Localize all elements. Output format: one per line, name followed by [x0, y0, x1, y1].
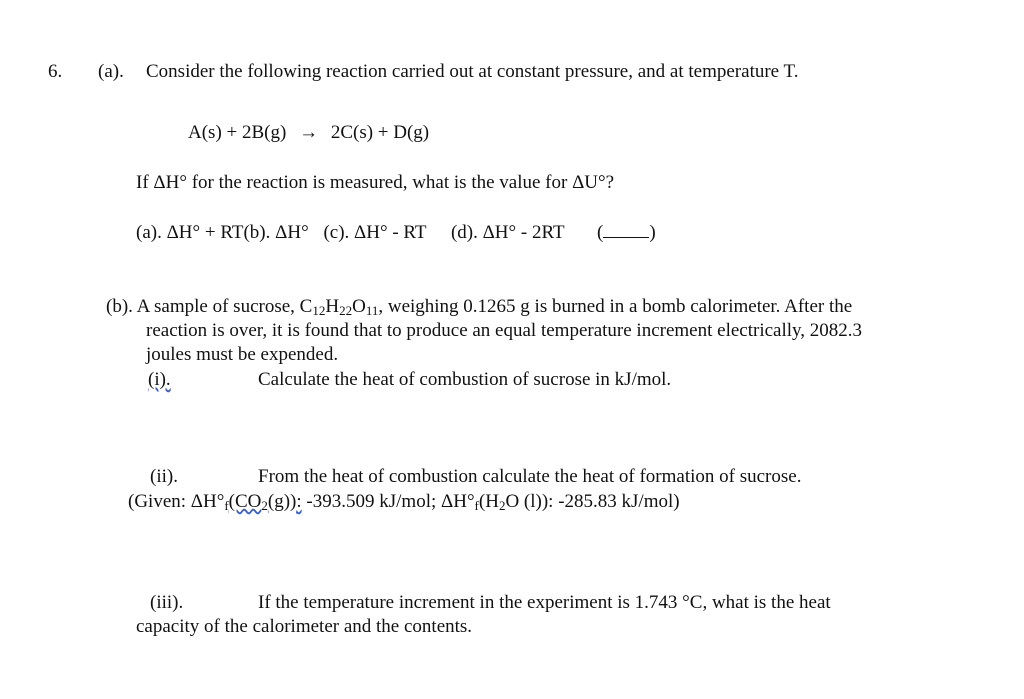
sub-i-text: Calculate the heat of combustion of sucrose in kJ/mol. [258, 369, 672, 390]
part-b-line1 [106, 296, 852, 318]
sub-ii-given [128, 491, 680, 513]
answer-line [603, 223, 649, 238]
given-co2-post: (g)) [267, 491, 297, 512]
sub-i-label-text: (i). [148, 369, 171, 390]
part-b-line2: reaction is over, it is found that to produce an equal temperature increment electrically, 2082.3 [146, 320, 863, 341]
answer-open-paren: ( [597, 222, 604, 243]
given-h2o-post: O (l)): -285.83 kJ/mol) [505, 491, 680, 512]
formula-o: O [352, 296, 366, 317]
answer-close-paren: ) [649, 222, 656, 243]
given-mid: -393.509 kJ/mol; ΔH° [301, 491, 475, 512]
given-pre: (Given: ΔH° [128, 491, 225, 512]
sub-iii-text1: If the temperature increment in the experiment is 1.743 °C, what is the heat [258, 592, 831, 613]
part-a-label: (a). [98, 61, 124, 82]
formula-sub-c: 12 [312, 303, 326, 318]
given-co2 [229, 491, 302, 512]
reaction-arrow-icon: → [299, 122, 319, 143]
given-sub-f2: f [474, 498, 479, 513]
reaction-rhs: 2C(s) + D(g) [330, 122, 430, 143]
part-b-label: (b). [106, 296, 133, 317]
option-d: (d). ΔH° - 2RT [450, 222, 565, 243]
sub-ii-label: (ii). [150, 466, 178, 487]
part-b-text1-pre: A sample of sucrose, C [136, 296, 313, 317]
formula-h: H [325, 296, 340, 317]
sub-iii-text2: capacity of the calorimeter and the contents. [136, 616, 473, 637]
sub-iii-label: (iii). [150, 592, 184, 613]
question-number: 6. [48, 61, 63, 82]
given-sub-f1: f [224, 498, 229, 513]
part-a-options [136, 222, 656, 244]
option-a: (a). ΔH° + RT [136, 222, 244, 243]
given-colon: : [296, 491, 302, 512]
formula-sub-o: 11 [365, 303, 379, 318]
given-co2-sub: 2 [261, 498, 268, 513]
answer-blank [597, 222, 656, 243]
part-b-line3: joules must be expended. [146, 344, 339, 365]
sub-ii-text: From the heat of combustion calculate the heat of formation of sucrose. [258, 466, 802, 487]
part-a-intro: Consider the following reaction carried out at constant pressure, and at temperature T. [146, 61, 799, 82]
option-c: (c). ΔH° - RT [323, 222, 427, 243]
reaction-equation [188, 122, 429, 144]
formula-sub-h: 22 [339, 303, 353, 318]
reaction-lhs: A(s) + 2B(g) [188, 122, 287, 143]
given-co2-pre: (CO [228, 491, 262, 512]
sub-i-label [148, 369, 171, 391]
given-h2o-pre: (H [478, 491, 499, 512]
part-a-question: If ΔH° for the reaction is measured, what is the value for ΔU°? [136, 172, 615, 193]
option-b: (b). ΔH° [243, 222, 309, 243]
given-h2o-sub: 2 [498, 498, 506, 513]
part-b-text1-post: , weighing 0.1265 g is burned in a bomb calorimeter. After the [378, 296, 853, 317]
